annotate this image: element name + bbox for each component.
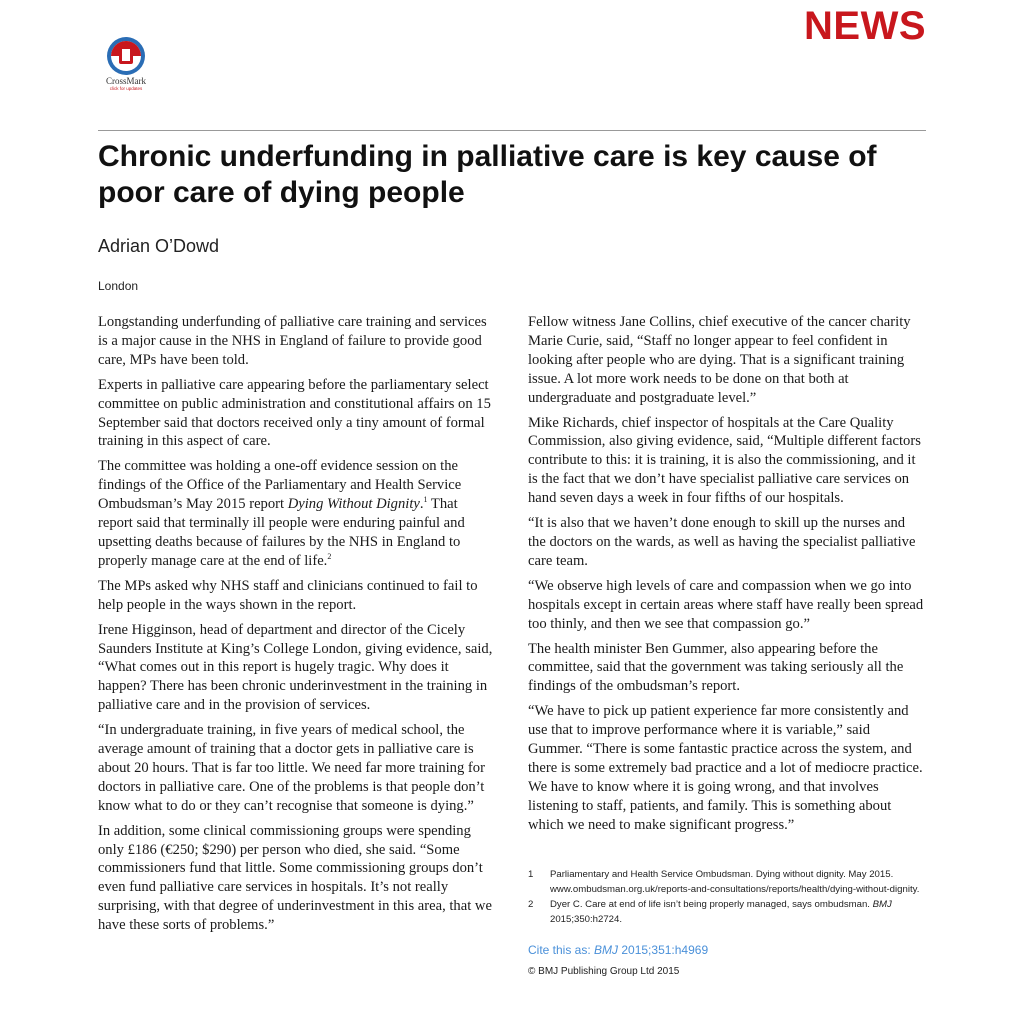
- paragraph: Fellow witness Jane Collins, chief executive of the cancer charity Marie Curie, said, “Staff no longer appear to feel confident in looking after people who are dying. That is a significant training issue. A lot more work needs to be done on that both at undergraduate and postgraduate level.”: [528, 314, 911, 406]
- paragraph: The MPs asked why NHS staff and clinicians continued to fail to help people in the ways shown in the report.: [98, 577, 478, 613]
- location: London: [98, 279, 139, 293]
- reference-item: [528, 897, 928, 927]
- paragraph: “We observe high levels of care and compassion when we go into hospitals except in certain areas where staff have really been spread too thinly, and then we see that compassion go.”: [528, 577, 924, 632]
- reference-marker[interactable]: 2: [327, 552, 332, 562]
- author-name: Adrian O’Dowd: [98, 236, 220, 256]
- reference-text[interactable]: [550, 897, 928, 927]
- paragraph: In addition, some clinical commissioning groups were spending only £186 (€250; $290) per person who died, she said. “Some commissioners fund that little. Some commissioning groups don’t even fund palliative care services in hospitals. It’s not really surprising, with that degree of underinvestment in this area, that we have these sorts of problems.”: [98, 822, 492, 934]
- journal-name: BMJ: [872, 899, 892, 910]
- report-title: Dying Without Dignity: [287, 496, 420, 513]
- paragraph-text: That report said that terminally ill people were enduring painful and upsetting deaths because of failures by the NHS in England to properly manage care at the end of life.: [98, 496, 465, 569]
- reference-text[interactable]: Parliamentary and Health Service Ombudsman. Dying without dignity. May 2015. www.ombudsman.org.uk/reports-and-consultations/reports/health/dying-without-dignity.: [550, 869, 920, 895]
- header-divider: [98, 130, 926, 131]
- citation-journal: BMJ: [594, 943, 619, 957]
- reference-marker[interactable]: 1: [423, 495, 428, 505]
- crossmark-icon: [106, 36, 146, 76]
- logo-line2: click for updates: [109, 86, 143, 91]
- article-title: Chronic underfunding in palliative care is key cause of poor care of dying people: [98, 140, 877, 209]
- paragraph-text: The committee was holding a one-off evidence session on the findings of the Office of the Parliamentary and Health Service Ombudsman’s May 2015 report: [98, 458, 462, 513]
- copyright: © BMJ Publishing Group Ltd 2015: [528, 966, 680, 977]
- paragraph: “In undergraduate training, in five years of medical school, the average amount of training that a doctor gets in palliative care is about 20 hours. That is far too little. We need far more training for doctors in palliative care. One of the problems is that people don’t know what to do or they can’t recognise that someone is dying.”: [98, 722, 485, 814]
- paragraph: The committee was holding a one-off evidence session on the findings of the Office of the Parliamentary and Health Service Ombudsman’s May 2015 report Dying Without Dignity.$^1$ That report said that terminally ill people were enduring painful and upsetting deaths because of failures by the NHS in England to properly manage care at the end of life.$^2$: [98, 458, 465, 569]
- reference-text-part: Dyer C. Care at end of life isn’t being properly managed, says ombudsman.: [550, 899, 873, 910]
- reference-number: 1: [528, 869, 534, 880]
- section-label: NEWS: [804, 4, 926, 48]
- paragraph: “We have to pick up patient experience far more consistently and use that to improve performance where it is variable,” said Gummer. “There is some fantastic practice across the system, and there is some extremely bad practice and a lot of mediocre practice. We have to know where it is going wrong, and that involves listening to staff, patients, and family. This is something about which we need to make significant progress.”: [528, 703, 923, 833]
- logo-line1: CrossMark: [106, 76, 146, 86]
- reference-number: 2: [528, 899, 534, 910]
- paragraph: Longstanding underfunding of palliative care training and services is a major cause in the NHS in England of failure to provide good care, MPs have been told.: [98, 314, 487, 368]
- paragraph: “It is also that we haven’t done enough to skill up the nurses and the doctors on the wards, as well as having the specialist palliative care team.: [528, 515, 916, 569]
- right-column: [528, 313, 926, 841]
- references-list: [528, 867, 928, 927]
- reference-text-part: 2015;350:h2724.: [550, 914, 623, 925]
- citation-line[interactable]: [528, 943, 708, 957]
- reference-item: [528, 867, 928, 897]
- citation-ref: 2015;351:h4969: [618, 943, 709, 957]
- left-column: [98, 313, 496, 941]
- paragraph: Irene Higginson, head of department and director of the Cicely Saunders Institute at King’s College London, giving evidence, said, “What comes out in this report is hugely tragic. Why does it happen? There has been chronic underinvestment in the training in palliative care and in the provision of services.: [98, 621, 493, 714]
- paragraph: Experts in palliative care appearing before the parliamentary select committee on public administration and constitutional affairs on 15 September said that doctors received only a tiny amount of formal training in this aspect of care.: [98, 376, 491, 450]
- citation-prefix: Cite this as:: [528, 943, 595, 957]
- paragraph: Mike Richards, chief inspector of hospitals at the Care Quality Commission, also giving evidence, said, “Multiple different factors contribute to this: it is training, it is also the commissioning, and it is the fact that we don’t have specialist palliative care services on hand seven days a week in four fifths of our hospitals.: [528, 414, 921, 507]
- crossmark-logo[interactable]: [100, 36, 152, 96]
- paragraph: The health minister Ben Gummer, also appearing before the committee, said that the government was taking seriously all the findings of the ombudsman’s report.: [528, 640, 904, 695]
